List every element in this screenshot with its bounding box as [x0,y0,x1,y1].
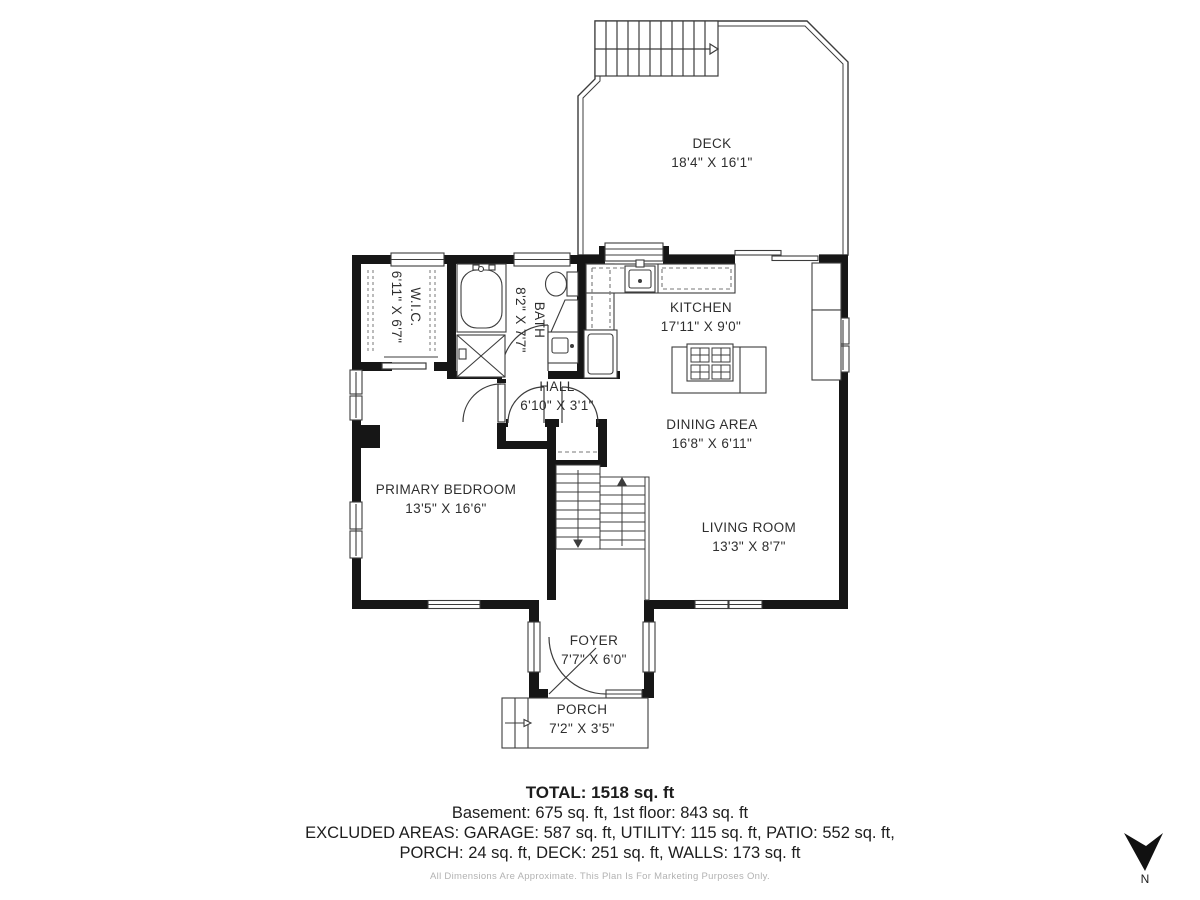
room-dims: 16'8" X 6'11" [671,436,753,451]
room-name: BATH [532,301,547,339]
room-label-bath [511,287,549,353]
disclaimer-text: All Dimensions Are Approximate. This Plan Is For Marketing Purposes Only. [430,871,770,882]
room-label-hall [520,377,594,415]
summary-line-2: EXCLUDED AREAS: GARAGE: 587 sq. ft, UTILITY: 115 sq. ft, PATIO: 552 sq. ft, [305,824,895,842]
room-name: LIVING ROOM [701,520,797,535]
north-label: N [1140,872,1150,886]
stairs [556,465,649,600]
room-name: PRIMARY BEDROOM [375,482,517,497]
room-dims: 17'11" X 9'0" [660,319,742,334]
room-dims: 7'2" X 3'5" [549,721,615,736]
room-name: HALL [539,379,575,394]
room-label-porch [549,700,615,738]
room-dims: 6'11" X 6'7" [389,270,404,344]
room-label-dining [666,415,757,453]
room-name: DECK [692,136,732,151]
room-label-wic [387,271,425,344]
room-name: FOYER [569,633,619,648]
area-summary [0,783,1200,863]
room-name: DINING AREA [666,417,758,432]
room-label-kitchen [661,298,742,336]
room-dims: 6'10" X 3'1" [520,398,594,413]
room-dims: 18'4" X 16'1" [671,155,753,170]
room-name: PORCH [556,702,608,717]
room-name: KITCHEN [669,300,733,315]
room-label-deck [671,134,753,172]
total-area: TOTAL: 1518 sq. ft [525,783,675,802]
room-dims: 13'3" X 8'7" [712,539,786,554]
room-name: W.I.C. [408,287,423,327]
room-label-foyer [561,631,627,669]
room-dims: 7'7" X 6'0" [561,652,627,667]
room-dims: 13'5" X 16'6" [405,501,487,516]
room-label-primary-bedroom [376,480,517,518]
deck-stairs [595,21,718,76]
summary-line-1: Basement: 675 sq. ft, 1st floor: 843 sq. ft [451,804,749,822]
room-label-living-room [702,518,796,556]
room-dims: 8'2" X 7'7" [513,287,528,353]
summary-line-3: PORCH: 24 sq. ft, DECK: 251 sq. ft, WALLS: 173 sq. ft [399,844,801,862]
